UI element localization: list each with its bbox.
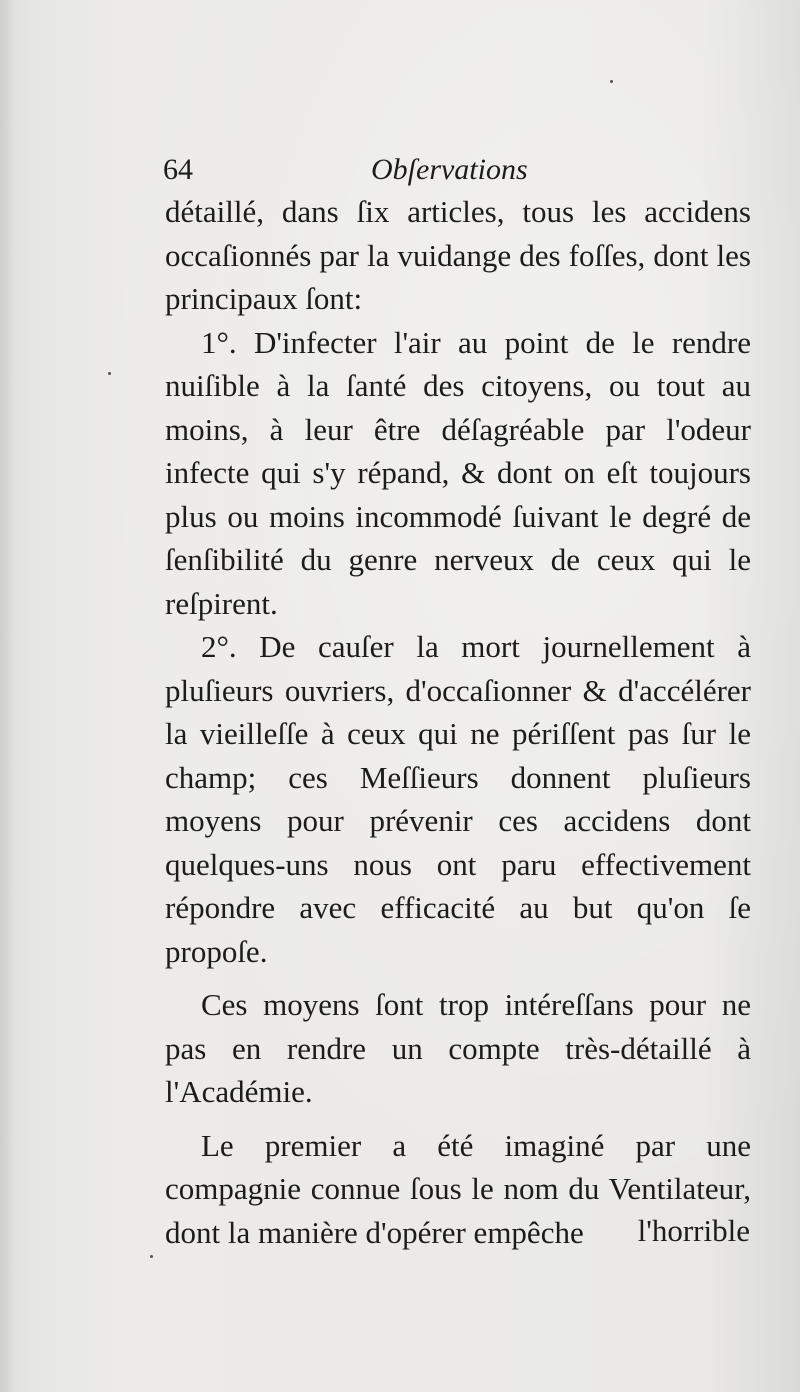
paragraph-means: Ces moyens ſont trop intéreſſans pour ne pas en rendre un compte très-détaillé à l'Académie. (165, 987, 751, 1109)
body-text (165, 190, 751, 1254)
page-edge-shadow (0, 0, 14, 1392)
running-title: Obſervations (371, 153, 528, 186)
catchword: l'horrible (637, 1213, 750, 1248)
ink-speck (108, 372, 111, 375)
running-head (163, 150, 753, 190)
ink-speck (150, 1255, 153, 1258)
paragraph-continuation: détaillé, dans ſix articles, tous les accidens occaſionnés par la vuidange des foſſes, dont les principaux ſont: (165, 194, 751, 316)
paragraph-point-2: 2°. De cauſer la mort journellement à pluſieurs ouvriers, d'occaſionner & d'accélérer la vieilleſſe à ceux qui ne périſſent pas ſur le champ; ces Meſſieurs donnent pluſieurs moyens pour prévenir ces accidens dont quelques-uns nous ont paru effectivement répondre avec efficacité au but qu'on ſe propoſe. (165, 629, 751, 969)
ink-speck (610, 80, 613, 83)
paragraph-first-means: Le premier a été imaginé par une compagnie connue ſous le nom du Ventilateur, dont la manière d'opérer empêche (165, 1127, 751, 1250)
paragraph-point-1: 1°. D'infecter l'air au point de le rendre nuiſible à la ſanté des citoyens, ou tout au moins, à leur être déſagréable par l'odeur infecte qui s'y répand, & dont on eſt toujours plus ou moins incommodé ſuivant le degré de ſenſibilité du genre nerveux de ceux qui le reſpirent. (165, 324, 751, 621)
page-number: 64 (163, 153, 193, 186)
